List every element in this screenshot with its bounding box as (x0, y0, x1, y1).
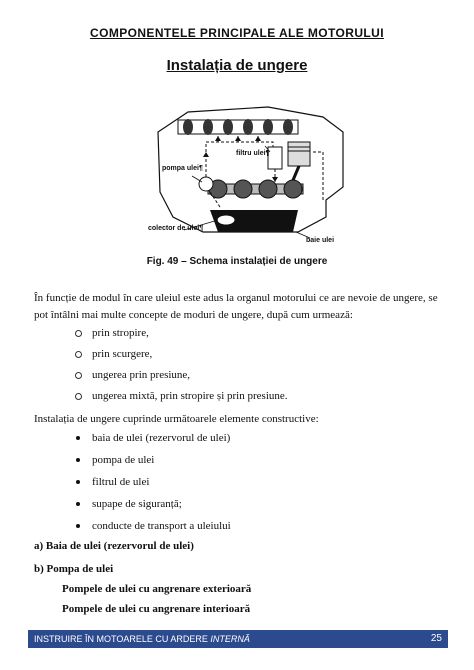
list-item-text: supape de siguranță; (92, 498, 182, 510)
flow-arrows (203, 136, 278, 182)
subheading-internal-gear-pump: Pompele de ulei cu angrenare interioară (62, 603, 251, 615)
circle-bullet-icon (75, 393, 82, 400)
page-number: 25 (430, 633, 442, 644)
footer-text-italic: INTERNĂ (210, 634, 250, 644)
list-item-text: prin stropire, (92, 327, 149, 339)
dot-bullet-icon (76, 480, 80, 484)
list-item-text: baia de ulei (rezervorul de ulei) (92, 432, 231, 444)
subheading-external-gear-pump: Pompele de ulei cu angrenare exterioară (62, 583, 252, 595)
dot-bullet-icon (76, 502, 80, 506)
footer-text-main: INSTRUIRE ÎN MOTOARELE CU ARDERE (34, 634, 211, 644)
list-item-text: prin scurgere, (92, 348, 153, 360)
circle-bullet-icon (75, 372, 82, 379)
footer-text (34, 634, 250, 644)
filter-label: filtru ulei¶ (236, 150, 270, 157)
oil-filter (268, 147, 282, 169)
dot-bullet-icon (76, 436, 80, 440)
collector-label: colector de ulei¶ (148, 225, 204, 232)
list-item-text: conducte de transport a uleiului (92, 520, 231, 532)
camshaft (178, 119, 298, 135)
dot-bullet-icon (76, 458, 80, 462)
page-header-title: COMPONENTELE PRINCIPALE ALE MOTORULUI (90, 26, 384, 40)
circle-bullet-icon (75, 351, 82, 358)
heading-oil-pump: b) Pompa de ulei (34, 563, 114, 575)
list-item-text: ungerea mixtă, prin stropire și prin presiune. (92, 390, 288, 402)
page-footer (28, 630, 448, 648)
sump-label: baie ulei (306, 237, 335, 244)
intro-paragraph: În funcție de modul în care uleiul este adus la organul motorului ce are nevoie de ungere, se pot întâlni mai multe concepte de moduri de ungere, după cum urmează: (34, 292, 438, 321)
section-title: Instalația de ungere (166, 57, 308, 74)
figure-caption: Fig. 49 – Schema instalației de ungere (146, 256, 328, 267)
list-item-text: filtrul de ulei (92, 476, 150, 488)
pump-label: pompa ulei¶ (162, 165, 203, 172)
engine-schematic-drawing (148, 92, 348, 252)
oil-collector (217, 215, 235, 225)
oil-pump (199, 177, 213, 191)
lubrication-system-figure (148, 92, 348, 252)
list-item-text: pompa de ulei (92, 454, 155, 466)
list-item-text: ungerea prin presiune, (92, 369, 191, 381)
dot-bullet-icon (76, 524, 80, 528)
crankshaft (208, 180, 303, 198)
components-intro: Instalația de ungere cuprinde următoarele elemente constructive: (34, 413, 319, 425)
circle-bullet-icon (75, 330, 82, 337)
heading-oil-sump: a) Baia de ulei (rezervorul de ulei) (34, 540, 194, 552)
